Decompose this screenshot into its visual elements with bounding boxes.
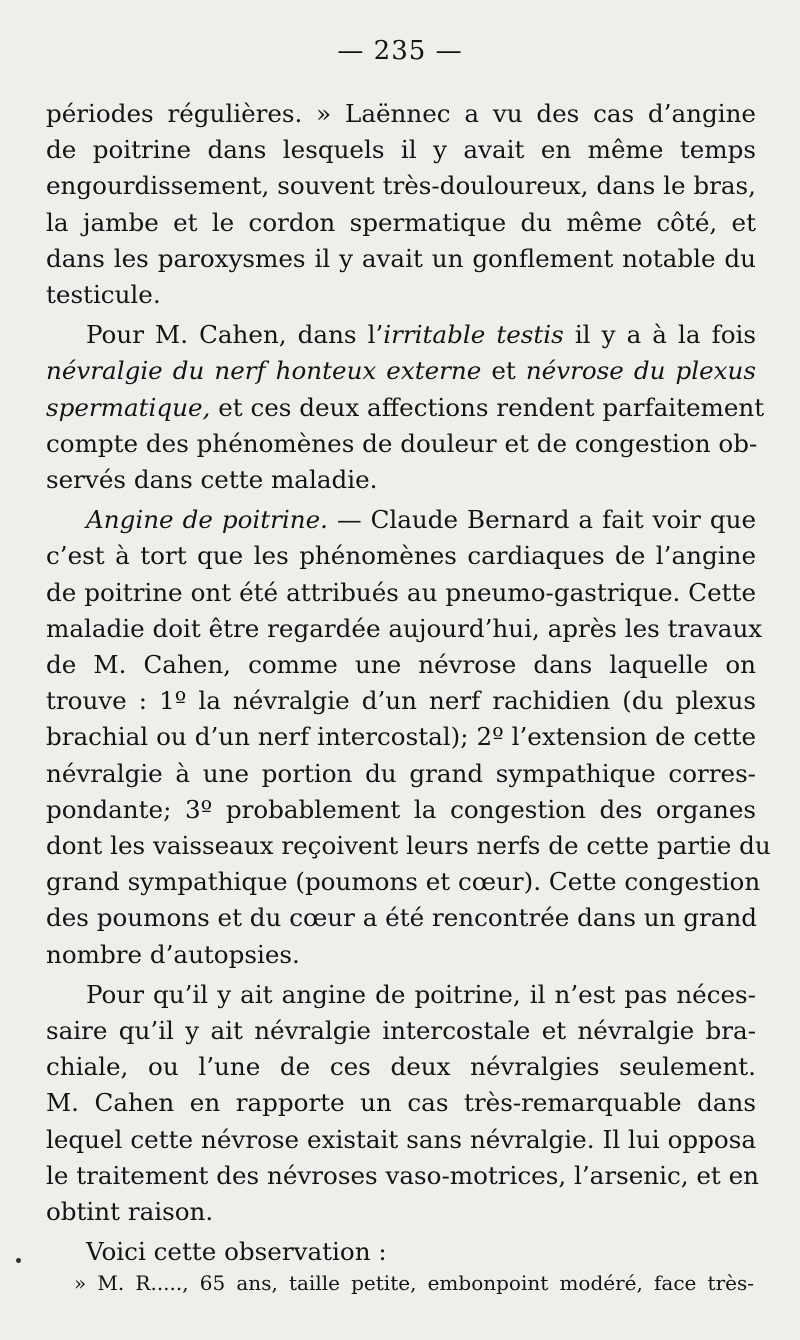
text-line: maladie doit être regardée aujourd’hui, après les travaux [46, 613, 763, 643]
page-number: — 235 — [337, 36, 463, 66]
body-text [46, 96, 771, 1271]
text-line: le traitement des névroses vaso-motrices, l’arsenic, et en [46, 1160, 760, 1190]
text-line: testicule. [46, 280, 161, 310]
text-line: spermatique, et ces deux affections rendent parfaitement [46, 392, 765, 422]
text-line: de poitrine dans lesquels il y avait en même temps [46, 135, 756, 165]
text-line: Voici cette observation : [86, 1237, 387, 1267]
text-line: brachial ou d’un nerf intercostal); 2º l’extension de cette [46, 722, 756, 752]
text-line: Pour M. Cahen, dans l’irritable testis il y a à la fois [86, 320, 757, 350]
text-line: saire qu’il y ait névralgie intercostale et névralgie bra- [46, 1016, 756, 1046]
text-line: des poumons et du cœur a été rencontrée dans un grand [46, 903, 758, 933]
observation-first-line: » M. R....., 65 ans, taille petite, embonpoint modéré, face très- [74, 1271, 754, 1295]
text-line: engourdissement, souvent très-douloureux, dans le bras, [46, 171, 756, 201]
text-line: Pour qu’il y ait angine de poitrine, il n’est pas néces- [86, 979, 756, 1009]
text-line: pondante; 3º probablement la congestion des organes [46, 794, 756, 824]
text-line: obtint raison. [46, 1197, 214, 1227]
text-line: névralgie du nerf honteux externe et névrose du plexus [46, 356, 756, 386]
text-line: servés dans cette maladie. [46, 465, 378, 495]
ink-speck [16, 1258, 21, 1263]
text-line: lequel cette névrose existait sans névralgie. Il lui opposa [46, 1124, 756, 1154]
text-line: dont les vaisseaux reçoivent leurs nerfs de cette partie du [46, 831, 771, 861]
text-line: compte des phénomènes de douleur et de congestion ob- [46, 428, 758, 458]
text-line: Angine de poitrine. — Claude Bernard a fait voir que [86, 505, 757, 535]
text-line: de poitrine ont été attribués au pneumo-gastrique. Cette [46, 577, 756, 607]
text-line: c’est à tort que les phénomènes cardiaques de l’angine [46, 541, 756, 571]
text-line: chiale, ou l’une de ces deux névralgies seulement. [46, 1052, 756, 1082]
text-line: trouve : 1º la névralgie d’un nerf rachidien (du plexus [46, 686, 756, 716]
text-line: dans les paroxysmes il y avait un gonflement notable du [46, 243, 756, 273]
text-line: grand sympathique (poumons et cœur). Cette congestion [46, 867, 761, 897]
text-line: nombre d’autopsies. [46, 939, 300, 969]
text-line: névralgie à une portion du grand sympathique corres- [46, 758, 756, 788]
text-line: M. Cahen en rapporte un cas très-remarquable dans [46, 1088, 756, 1118]
text-line: de M. Cahen, comme une névrose dans laquelle on [46, 650, 756, 680]
text-line: périodes régulières. » Laënnec a vu des cas d’angine [46, 99, 756, 128]
text-line: la jambe et le cordon spermatique du même côté, et [46, 207, 756, 237]
